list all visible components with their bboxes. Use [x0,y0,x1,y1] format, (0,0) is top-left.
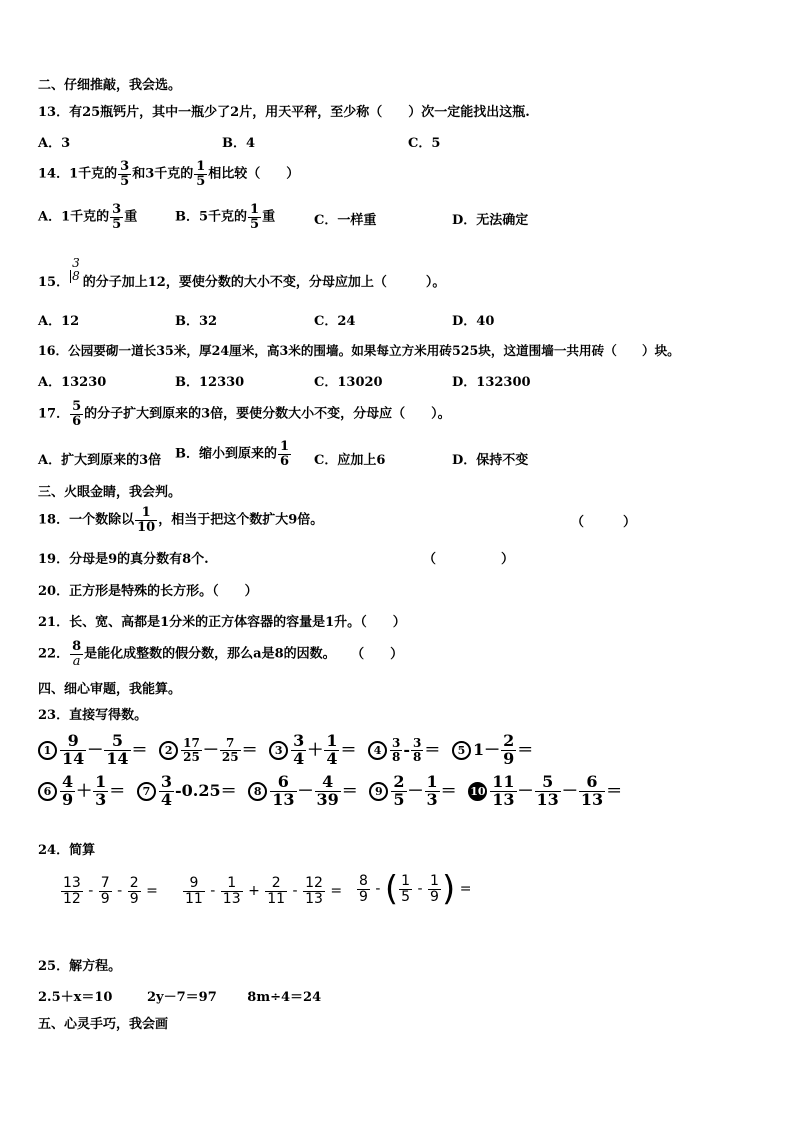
fraction: $\frac{3}{4}$ [160,772,173,809]
fraction: $\frac{1}{10}$ [137,505,156,535]
section-heading-5: 五、心灵手巧，我会画 [38,1017,169,1032]
fraction: $\frac{3}{4}$ [293,731,305,768]
fraction: $\frac{8}{9}$ [359,872,368,905]
q16-option-a: A．13230 [38,375,107,390]
circled-number: 8 [248,782,267,801]
fraction: 3 8 [72,256,80,283]
q19-answer-blank[interactable]: （ ） [423,552,515,567]
q17-option-a: A．扩大到原来的3倍 [38,453,162,468]
q15-option-c: C．24 [314,314,356,329]
circled-number: 3 [269,741,288,760]
fraction: $\frac{3}{8}$ [413,736,422,764]
q15-option-d: D．40 [452,314,495,329]
q14-option-c: C．一样重 [314,213,377,228]
fraction: $\frac{1}{5}$ [196,159,206,189]
fraction: $\frac{1}{3}$ [426,772,438,809]
circled-number: 4 [368,741,387,760]
fraction: $\frac{1}{6}$ [280,439,290,469]
q24-expr-3: $\frac{8}{9}$ - ( $\frac{1}{5}$ - $\frac{1}{9}$ ) = [359,869,472,909]
q18-answer-blank[interactable]: （ ） [571,515,637,530]
fraction: $\frac{9}{11}$ [185,875,203,907]
q13-option-a: A．3 [38,136,71,151]
circled-number: 1 [38,741,57,760]
fraction: $\frac{1}{5}$ [401,872,411,905]
circled-number: 7 [137,782,156,801]
question-14 [38,160,299,188]
q17-option-c: C．应加上6 [314,453,386,468]
question-18: 18．一个数除以 $\frac{1}{10}$ ，相当于把这个数扩大9倍。 [38,505,324,535]
fraction: $\frac{8}{a}$ [72,639,82,669]
q25-title: 25．解方程。 [38,959,122,974]
section-heading-2: 二、仔细推敲，我会选。 [38,78,182,93]
q22-answer-blank[interactable]: （ ） [357,646,404,662]
question-21: 21．长、宽、高都是1分米的正方体容器的容量是1升。（ ） [38,615,406,630]
circled-number: 9 [369,782,388,801]
q23-row-2: 6 $\frac{4}{9}$ ＋ $\frac{1}{3}$ ＝ 7 $\frac{3}{4}$ -0.25＝ 8 $\frac{6}{13}$ － $\frac{4}{39}$ ＝ 9 $\frac{2}{5}$ － $\frac{1}{3}$ ＝ 10 $\frac{11}{13}$ － $\frac{5}{13}$ － $\frac{6}{13}$ ＝ [38,774,622,809]
fraction: $\frac{6}{13}$ [272,772,295,809]
q14-text-1: 14．1千克的 [38,166,118,182]
fraction: $\frac{11}{13}$ [492,772,515,809]
q24-expr-1: $\frac{13}{12}$ - $\frac{7}{9}$ - $\frac{2}{9}$ = [63,875,158,907]
q25-equations [38,991,321,1004]
fraction: $\frac{5}{6}$ [72,399,82,429]
q16-option-c: C．13020 [314,375,383,390]
equation-3: 8m÷4＝24 [247,990,322,1005]
q13-option-b: B．4 [222,136,256,151]
fraction: $\frac{5}{14}$ [106,731,129,768]
q16-option-d: D．132300 [452,375,531,390]
fraction: $\frac{7}{9}$ [100,875,110,907]
question-22: 22． $\frac{8}{a}$ 是能化成整数的假分数，那么a是8的因数。 （ ） [38,639,404,669]
circled-number: 10 [468,782,487,801]
question-17: 17． $\frac{5}{6}$ 的分子扩大到原来的3倍，要使分数大小不变，分母应（ ）。 [38,399,451,429]
fraction: $\frac{1}{13}$ [222,875,241,907]
question-15: 15． 3 8 的分子加上12，要使分数的大小不变，分母应加上（ ）。 [38,256,446,290]
fraction: $\frac{1}{3}$ [95,772,107,809]
q15-option-b: B．32 [175,314,218,329]
q23-title: 23．直接写得数。 [38,708,148,723]
fraction: $\frac{13}{12}$ [63,875,81,907]
q13-option-c: C．5 [408,136,441,151]
q14-text-2: 和3千克的 [132,166,194,182]
fraction: $\frac{4}{9}$ [62,772,74,809]
q14-option-d: D．无法确定 [452,213,529,228]
q24-title: 24．简算 [38,843,96,858]
q14-option-a: A．1千克的 $\frac{3}{5}$ 重 [38,202,138,232]
question-20: 20．正方形是特殊的长方形。（ ） [38,584,258,599]
fraction: $\frac{9}{14}$ [62,731,85,768]
fraction: $\frac{7}{25}$ [221,736,239,764]
fraction: $\frac{2}{5}$ [393,772,405,809]
q15-option-a: A．12 [38,314,80,329]
question-19: 19．分母是9的真分数有8个. [38,552,209,567]
circled-number: 5 [452,741,471,760]
q20-answer-blank[interactable]: （ ） [212,584,258,599]
q17-option-b: B．缩小到原来的 $\frac{1}{6}$ [175,439,290,469]
fraction: $\frac{3}{5}$ [112,202,122,232]
fraction: $\frac{5}{13}$ [536,772,559,809]
fraction: $\frac{12}{13}$ [305,875,323,907]
fraction: $\frac{17}{25}$ [183,736,200,764]
q14-text-3: 相比较（ ） [208,166,300,182]
fraction: $\frac{1}{9}$ [430,872,439,905]
q21-answer-blank[interactable]: （ ） [360,615,406,630]
fraction: $\frac{4}{39}$ [316,772,339,809]
question-13: 13．有25瓶钙片，其中一瓶少了2片，用天平秤，至少称（ ）次一定能找出这瓶. [38,105,530,120]
q24-expr-2: $\frac{9}{11}$ - $\frac{1}{13}$ + $\frac{2}{11}$ - $\frac{12}{13}$ = [185,875,343,907]
section-heading-3: 三、火眼金睛，我会判。 [38,485,182,500]
q16-option-b: B．12330 [175,375,245,390]
fraction: $\frac{3}{8}$ [392,736,401,764]
q14-option-b: B．5千克的 $\frac{1}{5}$ 重 [175,202,276,232]
fraction: $\frac{1}{4}$ [326,731,338,768]
question-16: 16．公园要砌一道长35米，厚24厘米，高3米的围墙。如果每立方米用砖525块，这道围墙一共用砖（ ）块。 [38,343,680,358]
fraction: $\frac{2}{11}$ [267,875,286,907]
q23-row-1: 1 $\frac{9}{14}$ － $\frac{5}{14}$ ＝ 2 $\frac{17}{25}$ － $\frac{7}{25}$ ＝ 3 $\frac{3}{4}$ ＋ $\frac{1}{4}$ ＝ 4 $\frac{3}{8}$ - $\frac{3}{8}$ ＝ 5 1－ $\frac{2}{9}$ ＝ [38,733,533,768]
equation-1: 2.5＋x＝10 [38,990,113,1005]
fraction: $\frac{2}{9}$ [503,731,515,768]
section-heading-4: 四、细心审题，我能算。 [38,682,182,697]
fraction: $\frac{1}{5}$ [250,202,260,232]
fraction: $\frac{6}{13}$ [580,772,604,809]
circled-number: 6 [38,782,57,801]
equation-2: 2y－7＝97 [147,990,217,1005]
q17-option-d: D．保持不变 [452,453,529,468]
fraction: $\frac{2}{9}$ [129,875,139,907]
circled-number: 2 [159,741,178,760]
fraction: $\frac{3}{5}$ [120,159,130,189]
